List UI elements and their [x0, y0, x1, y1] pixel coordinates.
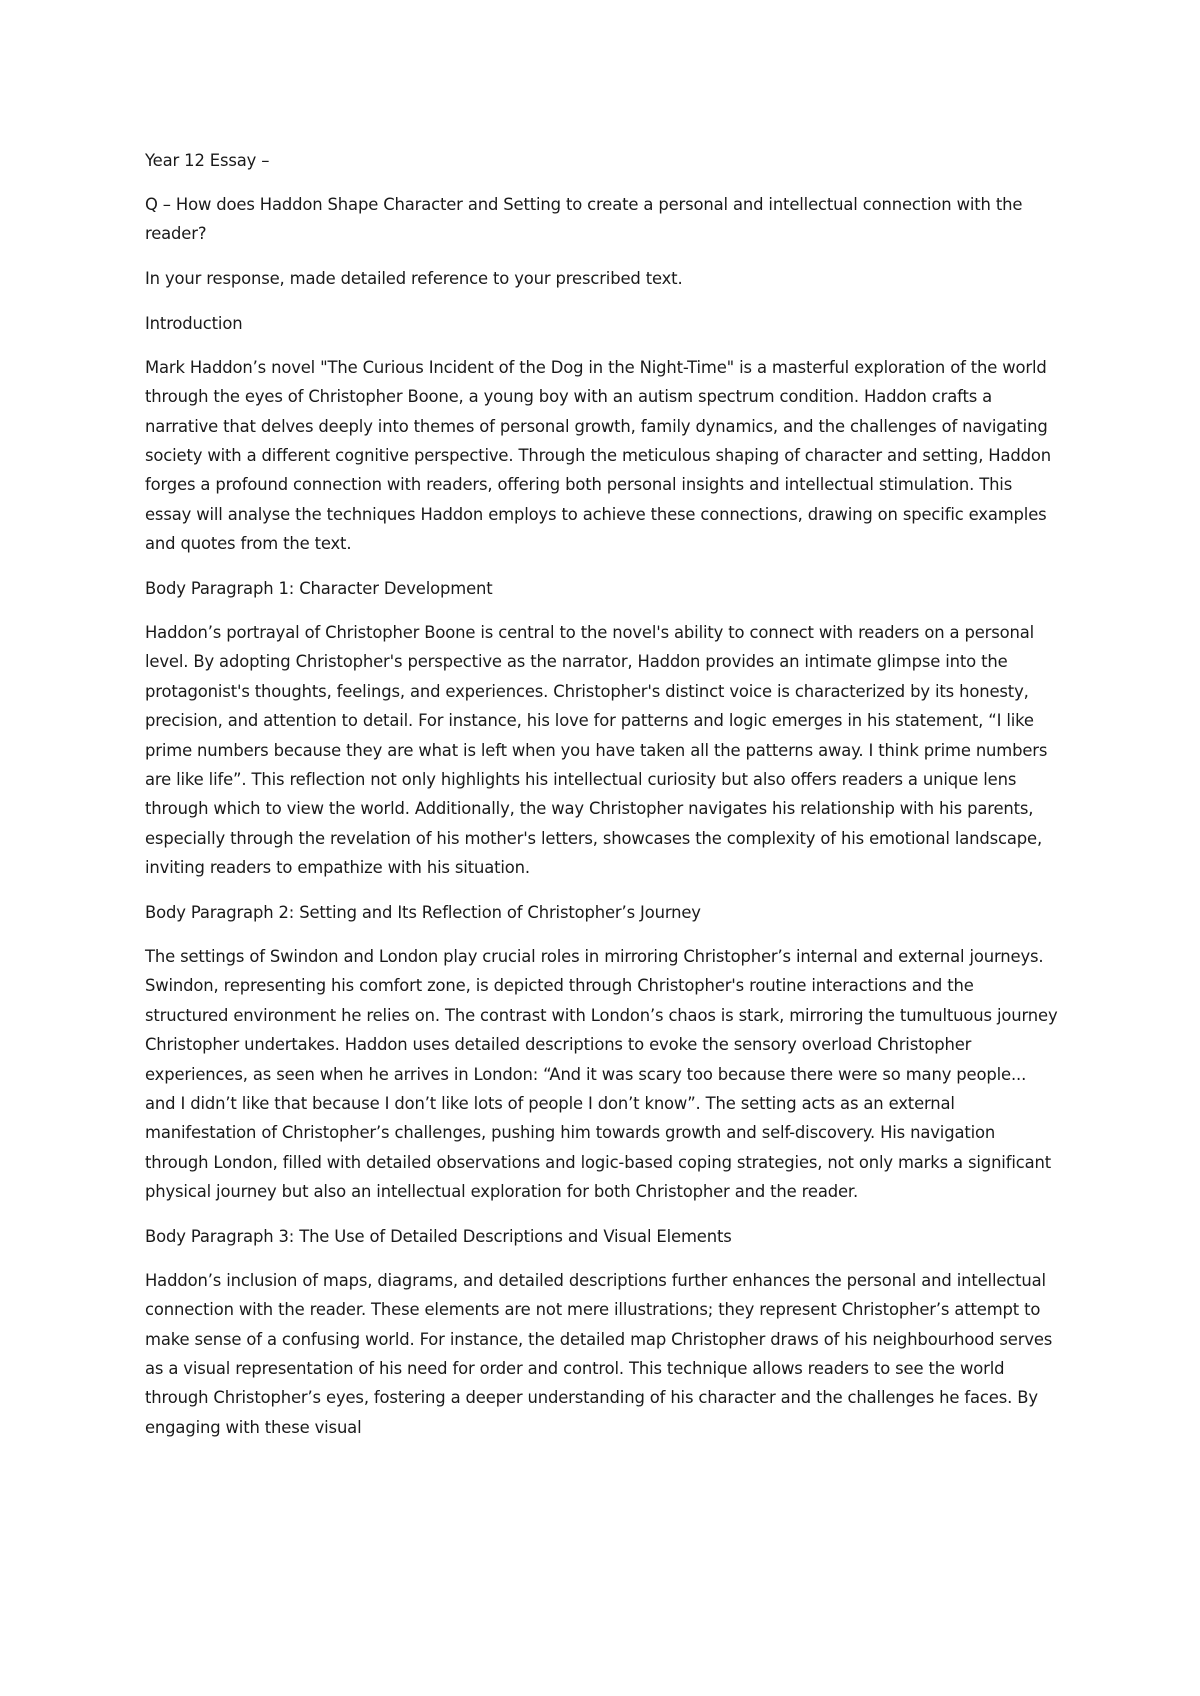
section-body-body-1: Haddon’s portrayal of Christopher Boone is central to the novel's ability to connect with readers on a personal level. By adopting Christopher's perspective as the narrator, Haddon provides an intimate glimpse into the protagonist's thoughts, feelings, and experiences. Christopher's distinct voice is characterized by its honesty, precision, and attention to detail. For instance, his love for patterns and logic emerges in his statement, “I like prime numbers because they are what is left when you have taken all the patterns away. I think prime numbers are like life”. This reflection not only highlights his intellectual curiosity but also offers readers a unique lens through which to view the world. Additionally, the way Christopher navigates his relationship with his parents, especially through the revelation of his mother's letters, showcases the complexity of his emotional landscape, inviting readers to empathize with his situation.	[145, 622, 1048, 878]
essay-content	[145, 146, 1060, 1458]
section-heading-introduction: Introduction	[145, 313, 243, 333]
section-body-body-2: The settings of Swindon and London play crucial roles in mirroring Christopher’s internal and external journeys. Swindon, representing his comfort zone, is depicted through Christopher's routine interactions and the structured environment he relies on. The contrast with London’s chaos is stark, mirroring the tumultuous journey Christopher undertakes. Haddon uses detailed descriptions to evoke the sensory overload Christopher experiences, as seen when he arrives in London: “And it was scary too because there were so many people... and I didn’t like that because I don’t like lots of people I don’t know”. The setting acts as an external manifestation of Christopher’s challenges, pushing him towards growth and self-discovery. His navigation through London, filled with detailed observations and logic-based coping strategies, not only marks a significant physical journey but also an intellectual exploration for both Christopher and the reader.	[145, 946, 1058, 1202]
essay-title: Year 12 Essay –	[145, 151, 270, 170]
section-body-introduction: Mark Haddon’s novel "The Curious Incident of the Dog in the Night-Time" is a masterful exploration of the world through the eyes of Christopher Boone, a young boy with an autism spectrum condition. Haddon crafts a narrative that delves deeply into themes of personal growth, family dynamics, and the challenges of navigating society with a different cognitive perspective. Through the meticulous shaping of character and setting, Haddon forges a profound connection with readers, offering both personal insights and intellectual stimulation. This essay will analyse the techniques Haddon employs to achieve these connections, drawing on specific examples and quotes from the text.	[145, 357, 1052, 554]
section-heading-body-1: Body Paragraph 1: Character Development	[145, 579, 493, 599]
essay-instruction: In your response, made detailed reference to your prescribed text.	[145, 269, 683, 289]
section-heading-body-2: Body Paragraph 2: Setting and Its Reflection of Christopher’s Journey	[145, 903, 701, 922]
section-body-body-3: Haddon’s inclusion of maps, diagrams, and detailed descriptions further enhances the personal and intellectual connection with the reader. These elements are not mere illustrations; they represent Christopher’s attempt to make sense of a confusing world. For instance, the detailed map Christopher draws of his neighbourhood serves as a visual representation of his need for order and control. This technique allows readers to see the world through Christopher’s eyes, fostering a deeper understanding of his character and the challenges he faces. By engaging with these visual	[145, 1270, 1053, 1437]
section-heading-body-3: Body Paragraph 3: The Use of Detailed Descriptions and Visual Elements	[145, 1226, 732, 1246]
essay-question: Q – How does Haddon Shape Character and Setting to create a personal and intellectual connection with the reader?	[145, 194, 1023, 244]
